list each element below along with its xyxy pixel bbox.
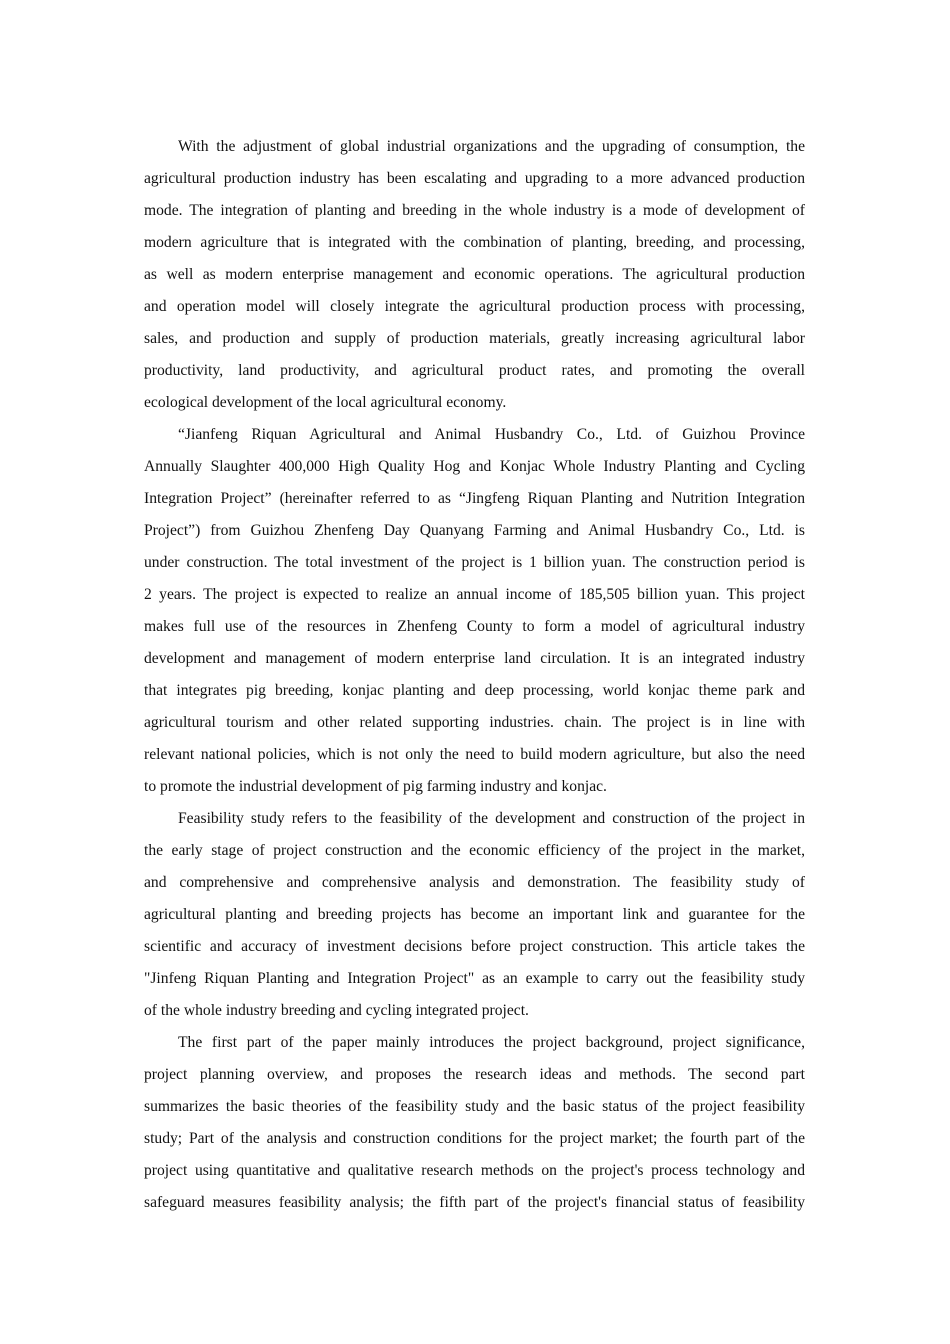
text-line: “Jianfeng Riquan Agricultural and Animal Husbandry Co., Ltd. of Guizhou Province	[178, 426, 805, 443]
text-line: the early stage of project construction and the economic efficiency of the project in the market,	[144, 842, 805, 859]
text-line: agricultural tourism and other related supporting industries. chain. The project is in line with	[144, 714, 805, 731]
text-line: summarizes the basic theories of the feasibility study and the basic status of the project feasibility	[144, 1098, 805, 1115]
paragraph	[144, 1027, 805, 1219]
text-line: ecological development of the local agricultural economy.	[144, 394, 507, 411]
text-line: Annually Slaughter 400,000 High Quality Hog and Konjac Whole Industry Planting and Cycling	[144, 458, 805, 475]
text-line: With the adjustment of global industrial organizations and the upgrading of consumption, the	[178, 138, 805, 155]
text-line: and operation model will closely integrate the agricultural production process with processing,	[144, 298, 805, 315]
text-line: project planning overview, and proposes the research ideas and methods. The second part	[144, 1066, 805, 1083]
text-line: Project”) from Guizhou Zhenfeng Day Quanyang Farming and Animal Husbandry Co., Ltd. is	[144, 522, 805, 539]
text-line: scientific and accuracy of investment decisions before project construction. This article takes the	[144, 938, 805, 955]
text-line: under construction. The total investment of the project is 1 billion yuan. The construction period is	[144, 554, 805, 571]
text-line: of the whole industry breeding and cycling integrated project.	[144, 1002, 529, 1019]
text-line: development and management of modern enterprise land circulation. It is an integrated industry	[144, 650, 805, 667]
text-line: as well as modern enterprise management and economic operations. The agricultural production	[144, 266, 805, 283]
text-line: 2 years. The project is expected to realize an annual income of 185,505 billion yuan. This project	[144, 586, 805, 603]
document-body	[144, 131, 805, 1219]
text-line: to promote the industrial development of pig farming industry and konjac.	[144, 778, 607, 795]
text-line: agricultural planting and breeding projects has become an important link and guarantee for the	[144, 906, 805, 923]
paragraph	[144, 131, 805, 419]
text-line: project using quantitative and qualitative research methods on the project's process technology and	[144, 1162, 805, 1179]
text-line: agricultural production industry has been escalating and upgrading to a more advanced production	[144, 170, 805, 187]
text-line: and comprehensive and comprehensive analysis and demonstration. The feasibility study of	[144, 874, 805, 891]
text-line: sales, and production and supply of production materials, greatly increasing agricultural labor	[144, 330, 805, 347]
text-line: makes full use of the resources in Zhenfeng County to form a model of agricultural industry	[144, 618, 805, 635]
paragraph	[144, 419, 805, 803]
text-line: study; Part of the analysis and construction conditions for the project market; the fourth part of the	[144, 1130, 805, 1147]
text-line: productivity, land productivity, and agricultural product rates, and promoting the overall	[144, 362, 805, 379]
text-line: relevant national policies, which is not only the need to build modern agriculture, but also the need	[144, 746, 805, 763]
text-line: The first part of the paper mainly introduces the project background, project significance,	[178, 1034, 805, 1051]
text-line: modern agriculture that is integrated with the combination of planting, breeding, and processing,	[144, 234, 805, 251]
text-line: mode. The integration of planting and breeding in the whole industry is a mode of development of	[144, 202, 805, 219]
paragraph	[144, 803, 805, 1027]
text-line: safeguard measures feasibility analysis; the fifth part of the project's financial status of feasibility	[144, 1194, 805, 1211]
text-line: that integrates pig breeding, konjac planting and deep processing, world konjac theme park and	[144, 682, 805, 699]
text-line: Integration Project” (hereinafter referred to as “Jingfeng Riquan Planting and Nutrition Integration	[144, 490, 805, 507]
text-line: "Jinfeng Riquan Planting and Integration Project" as an example to carry out the feasibility study	[144, 970, 805, 987]
text-line: Feasibility study refers to the feasibility of the development and construction of the project in	[178, 810, 805, 827]
